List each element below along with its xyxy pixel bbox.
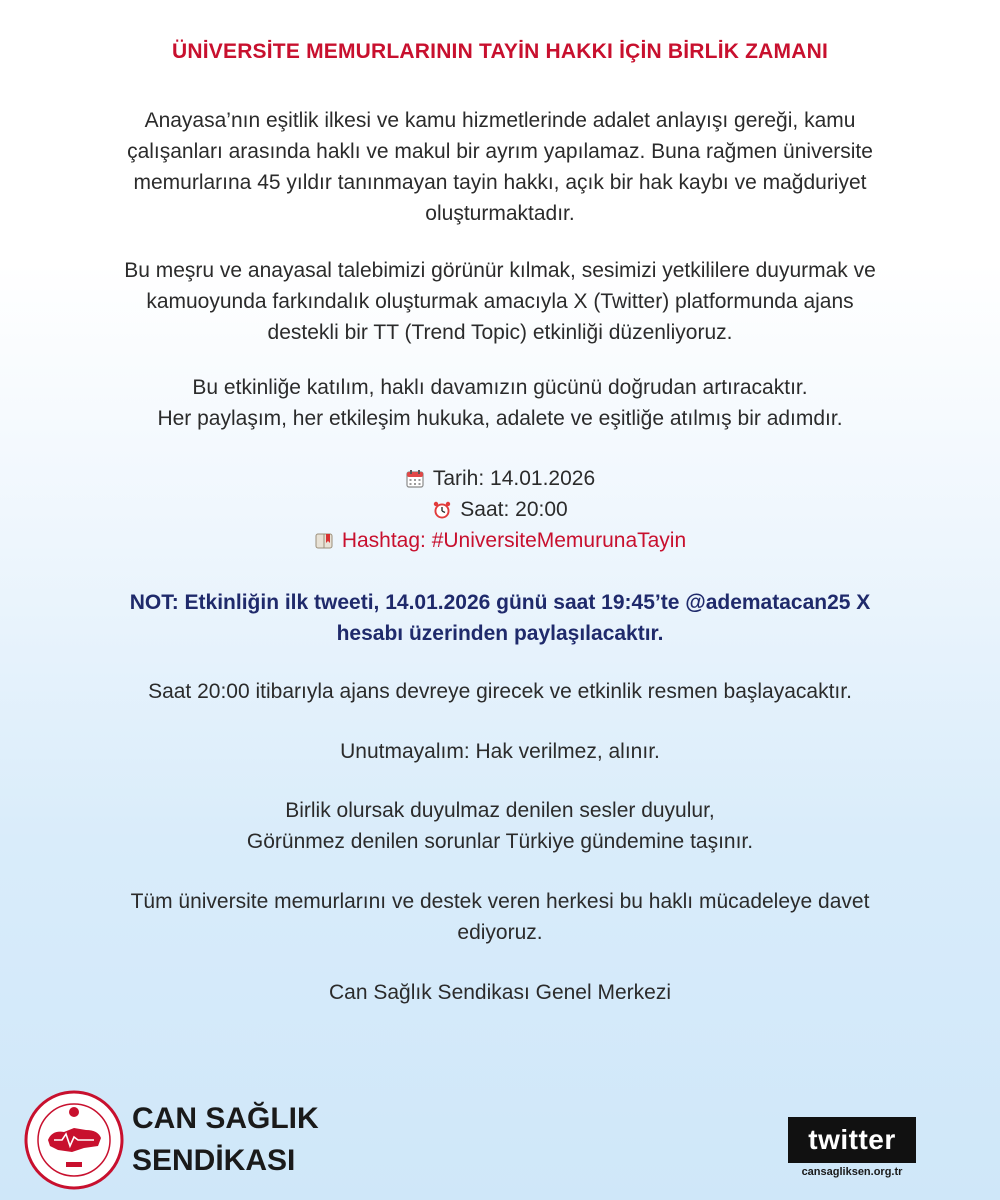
alarm-clock-icon: [432, 500, 452, 520]
event-date: [40, 463, 960, 494]
paragraph-invitation: [40, 886, 960, 948]
event-details: [40, 463, 960, 556]
brand-line: CAN SAĞLIK: [132, 1102, 319, 1135]
calendar-icon: [405, 469, 425, 489]
text-line: memurlarına 45 yıldır tanınmayan tayin hakkı, açık bir hak kaybı ve mağduriyet: [133, 171, 867, 194]
text-line: Bu meşru ve anayasal talebimizi görünür kılmak, sesimizi yetkililere duyurmak ve: [124, 259, 876, 282]
signature: [40, 977, 960, 1008]
text-line: destekli bir TT (Trend Topic) etkinliği düzenliyoruz.: [267, 321, 733, 344]
event-hashtag: [40, 525, 960, 556]
note-line: NOT: Etkinliğin ilk tweeti, 14.01.2026 günü saat 19:45’te @adematacan25 X: [129, 591, 871, 614]
text-line: Anayasa’nın eşitlik ilkesi ve kamu hizmetlerinde adalet anlayışı gereği, kamu: [144, 109, 856, 132]
bookmark-icon: [314, 531, 334, 551]
paragraph-event-purpose: [40, 255, 960, 348]
note-line: hesabı üzerinden paylaşılacaktır.: [336, 622, 664, 645]
event-date-text: Tarih: 14.01.2026: [432, 467, 596, 490]
text-line: Saat 20:00 itibarıyla ajans devreye girecek ve etkinlik resmen başlayacaktır.: [148, 680, 852, 703]
text-line: kamuoyunda farkındalık oluşturmak amacıyla X (Twitter) platformunda ajans: [146, 290, 854, 313]
brand-name: [132, 1098, 319, 1182]
text-line: Görünmez denilen sorunlar Türkiye gündemine taşınır.: [246, 830, 754, 853]
note-first-tweet: [40, 587, 960, 649]
website-link[interactable]: cansagliksen.org.tr: [801, 1166, 903, 1178]
event-hashtag-text: Hashtag: #UniversiteMemurunaTayin: [341, 529, 687, 552]
twitter-badge[interactable]: twitter: [788, 1117, 916, 1163]
paragraph-equality: [40, 105, 960, 229]
page-title: ÜNİVERSİTE MEMURLARININ TAYİN HAKKI İÇİN BİRLİK ZAMANI: [172, 40, 828, 63]
text-line: Unutmayalım: Hak verilmez, alınır.: [340, 740, 660, 763]
text-line: Bu etkinliğe katılım, haklı davamızın gücünü doğrudan artıracaktır.: [192, 376, 808, 399]
union-logo: [24, 1090, 124, 1190]
paragraph-unity: [40, 795, 960, 857]
text-line: Birlik olursak duyulmaz denilen sesler duyulur,: [285, 799, 715, 822]
text-line: oluşturmaktadır.: [425, 202, 575, 225]
event-time: [40, 494, 960, 525]
paragraph-slogan: [40, 736, 960, 767]
paragraph-agency-start: [40, 676, 960, 707]
brand-line: SENDİKASI: [132, 1144, 296, 1177]
text-line: Tüm üniversite memurlarını ve destek veren herkesi bu haklı mücadeleye davet: [130, 890, 870, 913]
signature-text: Can Sağlık Sendikası Genel Merkezi: [329, 981, 671, 1004]
paragraph-participation: [40, 372, 960, 434]
text-line: çalışanları arasında haklı ve makul bir ayrım yapılamaz. Buna rağmen üniversite: [127, 140, 873, 163]
text-line: Her paylaşım, her etkileşim hukuka, adalete ve eşitliğe atılmış bir adımdır.: [157, 407, 843, 430]
text-line: ediyoruz.: [457, 921, 543, 944]
event-time-text: Saat: 20:00: [460, 498, 568, 521]
